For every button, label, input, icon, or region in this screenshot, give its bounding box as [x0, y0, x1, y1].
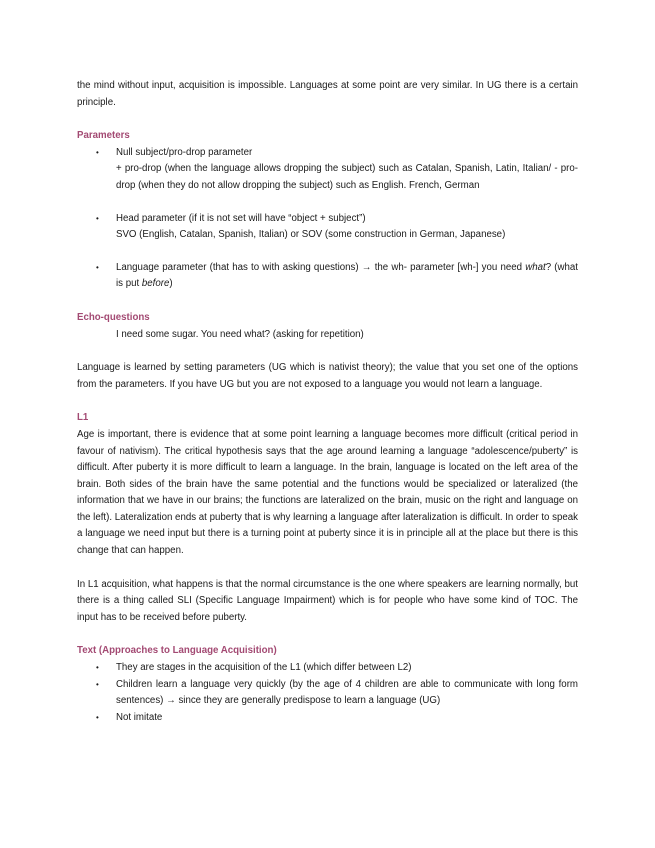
l1-paragraph-2: In L1 acquisition, what happens is that the normal circumstance is the one where speakers are learning normally, but there is a thing called SLI (Specific Language Impairment) which is for people who have some kind of TOC. The input has to be received before puberty.	[77, 578, 578, 623]
list-item	[77, 660, 578, 677]
parameter-emphasis: before	[141, 278, 170, 290]
bullet-icon: •	[96, 663, 99, 673]
intro-paragraph: the mind without input, acquisition is impossible. Languages at some point are very similar. In UG there is a certain principle.	[77, 80, 578, 108]
language-paragraph: Language is learned by setting parameters (UG which is nativist theory); the value that you set one of the options from the parameters. If you have UG but you are not exposed to a language you would not learn a language.	[77, 362, 578, 390]
list-item	[77, 677, 578, 710]
text-section-list	[77, 660, 578, 726]
text-section-heading: Text (Approaches to Language Acquisition)	[77, 645, 277, 657]
parameters-list	[77, 145, 578, 293]
list-item	[77, 211, 578, 244]
parameter-detail: SVO (English, Catalan, Spanish, Italian) or SOV (some construction in German, Japanese)	[116, 229, 506, 241]
parameter-emphasis: what	[525, 261, 546, 273]
parameter-text: Language parameter (that has to with asking questions) → the wh- parameter [wh-] you need	[116, 261, 526, 273]
list-item	[77, 710, 578, 727]
list-item-text: They are stages in the acquisition of the L1 (which differ between L2)	[116, 662, 412, 674]
list-item	[77, 260, 578, 293]
bullet-icon: •	[96, 147, 99, 157]
parameter-detail: + pro-drop (when the language allows dropping the subject) such as Catalan, Spanish, Latin, Italian/ - pro-drop (when they do not allow dropping the subject) such as English. French, German	[116, 163, 578, 191]
document-page	[77, 78, 578, 726]
parameter-title: Head parameter (if it is not set will have “object + subject”)	[116, 212, 366, 224]
parameter-title: Null subject/pro-drop parameter	[116, 146, 253, 158]
parameter-text: )	[169, 278, 173, 290]
list-item	[77, 145, 578, 195]
echo-example: I need some sugar. You need what? (asking for repetition)	[116, 328, 364, 340]
l1-paragraph-1: Age is important, there is evidence that at some point learning a language becomes more difficult (critical period in favour of nativism). The critical hypothesis says that the age around learning a language “adolescence/puberty” is difficult. After puberty it is more difficult to learn a language. In the brain, language is located on the left area of the brain. Both sides of the brain have the same potential and the functions would be specialized or lateralized (the information that we have in our brains; the functions are lateralized on the brain, music on the right and language on the left). Lateralization ends at puberty that is why learning a language after lateralization is difficult. In order to speak a language we need input but there is a turning point at puberty since it is in principle all at the place but there is this change that can happen.	[77, 428, 578, 557]
bullet-icon: •	[96, 712, 99, 722]
bullet-icon: •	[96, 213, 99, 223]
l1-heading: L1	[77, 412, 89, 424]
parameters-heading: Parameters	[77, 130, 130, 142]
list-item-text: Not imitate	[116, 711, 163, 723]
bullet-icon: •	[96, 679, 99, 689]
bullet-icon: •	[96, 262, 99, 272]
parameter-text: ? (what is put	[116, 261, 578, 290]
list-item-text: Children learn a language very quickly (by the age of 4 children are able to communicate with long form sentences) → since they are generally predispose to learn a language (UG)	[116, 678, 578, 707]
echo-questions-heading: Echo-questions	[77, 311, 150, 323]
